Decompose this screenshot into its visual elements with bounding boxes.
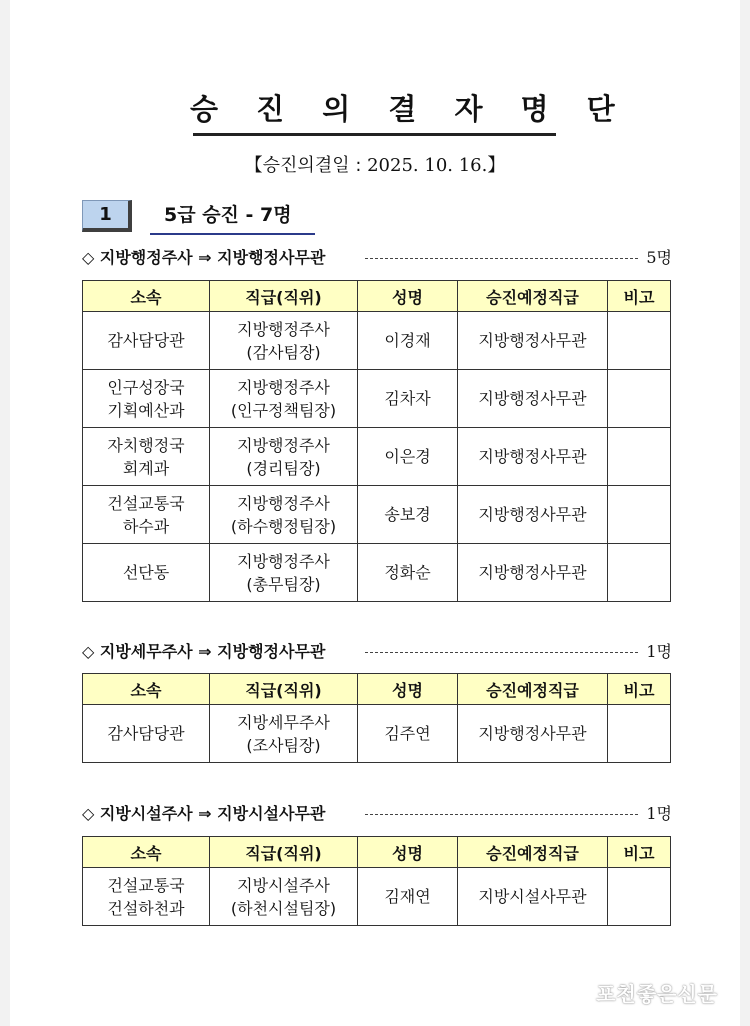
cell-line: (감사팀장): [246, 342, 321, 362]
cell-note: [608, 544, 671, 602]
cell-line: (총무팀장): [246, 574, 321, 594]
page-title: 승 진 의 결 자 명 단: [190, 92, 629, 126]
cell-dept: [83, 705, 210, 763]
group-heading: [82, 639, 672, 665]
decision-date-value: 2025. 10. 16.: [367, 155, 488, 176]
group-heading-text: ◇ 지방세무주사 ⇒ 지방행정사무관: [82, 642, 326, 661]
cell-line: 지방행정주사: [237, 319, 330, 339]
column-header-name: 성명: [358, 281, 458, 312]
cell-target: 지방행정사무관: [458, 544, 608, 602]
cell-line: 감사담당관: [107, 331, 185, 350]
column-header-dept: 소속: [83, 674, 210, 705]
cell-line: 지방시설주사: [237, 875, 330, 895]
cell-line: 지방행정주사: [237, 377, 330, 397]
column-header-note: 비고: [608, 674, 671, 705]
cell-target: 지방행정사무관: [458, 370, 608, 428]
table-header-row: [83, 281, 671, 312]
cell-rank: [210, 486, 358, 544]
cell-target: 지방시설사무관: [458, 868, 608, 926]
cell-line: 지방행정주사: [237, 493, 330, 513]
cell-line: 감사담당관: [107, 724, 185, 743]
column-header-target: 승진예정직급: [458, 837, 608, 868]
cell-line: 하수과: [122, 516, 170, 536]
cell-rank: [210, 705, 358, 763]
column-header-name: 성명: [358, 837, 458, 868]
group-count: 1명: [646, 642, 672, 661]
cell-line: 건설교통국: [107, 493, 185, 513]
table-row: [83, 312, 671, 370]
cell-dept: [83, 486, 210, 544]
group-count: 1명: [646, 804, 672, 823]
table-row: [83, 705, 671, 763]
roster-table: [82, 673, 671, 763]
cell-target: 지방행정사무관: [458, 312, 608, 370]
group-heading: [82, 801, 672, 827]
cell-note: [608, 486, 671, 544]
roster-table: [82, 280, 671, 602]
group-heading-text: ◇ 지방시설주사 ⇒ 지방시설사무관: [82, 804, 326, 823]
column-header-note: 비고: [608, 837, 671, 868]
newspaper-watermark: 포천좋은신문: [596, 982, 718, 1006]
cell-rank: [210, 428, 358, 486]
column-header-rank: 직급(직위): [210, 674, 358, 705]
cell-line: 회계과: [122, 458, 170, 478]
cell-line: 자치행정국: [107, 435, 185, 455]
cell-line: (하천시설팀장): [230, 898, 337, 918]
cell-name: 정화순: [358, 544, 458, 602]
cell-rank: [210, 544, 358, 602]
cell-dept: [83, 312, 210, 370]
column-header-dept: 소속: [83, 837, 210, 868]
cell-line: 기획예산과: [107, 400, 185, 420]
table-row: [83, 428, 671, 486]
cell-line: 선단동: [122, 563, 170, 582]
table-header-row: [83, 837, 671, 868]
cell-rank: [210, 370, 358, 428]
cell-dept: [83, 868, 210, 926]
cell-dept: [83, 428, 210, 486]
cell-line: (경리팀장): [246, 458, 321, 478]
cell-note: [608, 428, 671, 486]
cell-target: 지방행정사무관: [458, 705, 608, 763]
cell-line: 지방행정주사: [237, 435, 330, 455]
table-header-row: [83, 674, 671, 705]
group-heading-text: ◇ 지방행정주사 ⇒ 지방행정사무관: [82, 248, 326, 267]
cell-line: (인구정책팀장): [230, 400, 337, 420]
cell-note: [608, 705, 671, 763]
column-header-target: 승진예정직급: [458, 281, 608, 312]
group-count: 5명: [646, 248, 672, 267]
title-underline: [193, 133, 556, 136]
group-heading: [82, 245, 672, 271]
decision-date-label: 【승진의결일 :: [244, 155, 368, 176]
cell-dept: [83, 544, 210, 602]
column-header-dept: 소속: [83, 281, 210, 312]
decision-date-close: 】: [487, 155, 506, 176]
cell-line: 지방세무주사: [237, 712, 330, 732]
cell-note: [608, 868, 671, 926]
column-header-note: 비고: [608, 281, 671, 312]
cell-name: 김재연: [358, 868, 458, 926]
column-header-rank: 직급(직위): [210, 281, 358, 312]
cell-name: 김주연: [358, 705, 458, 763]
table-row: [83, 868, 671, 926]
cell-line: 지방행정주사: [237, 551, 330, 571]
cell-name: 김차자: [358, 370, 458, 428]
cell-rank: [210, 868, 358, 926]
column-header-name: 성명: [358, 674, 458, 705]
leader-dashes: [365, 652, 638, 653]
section-number-box: 1: [82, 200, 132, 232]
table-row: [83, 370, 671, 428]
cell-target: 지방행정사무관: [458, 428, 608, 486]
cell-line: (하수행정팀장): [230, 516, 337, 536]
column-header-target: 승진예정직급: [458, 674, 608, 705]
cell-note: [608, 370, 671, 428]
leader-dashes: [365, 258, 638, 259]
cell-target: 지방행정사무관: [458, 486, 608, 544]
column-header-rank: 직급(직위): [210, 837, 358, 868]
cell-line: (조사팀장): [246, 735, 321, 755]
cell-line: 건설교통국: [107, 875, 185, 895]
section-title: 5급 승진 - 7명: [164, 204, 292, 226]
decision-date: [150, 152, 600, 180]
cell-line: 건설하천과: [107, 898, 185, 918]
section-underline: [150, 233, 315, 235]
cell-name: 이경재: [358, 312, 458, 370]
table-row: [83, 486, 671, 544]
cell-rank: [210, 312, 358, 370]
cell-line: 인구성장국: [107, 377, 185, 397]
cell-dept: [83, 370, 210, 428]
cell-name: 이은경: [358, 428, 458, 486]
leader-dashes: [365, 814, 638, 815]
table-row: [83, 544, 671, 602]
cell-name: 송보경: [358, 486, 458, 544]
cell-note: [608, 312, 671, 370]
roster-table: [82, 836, 671, 926]
